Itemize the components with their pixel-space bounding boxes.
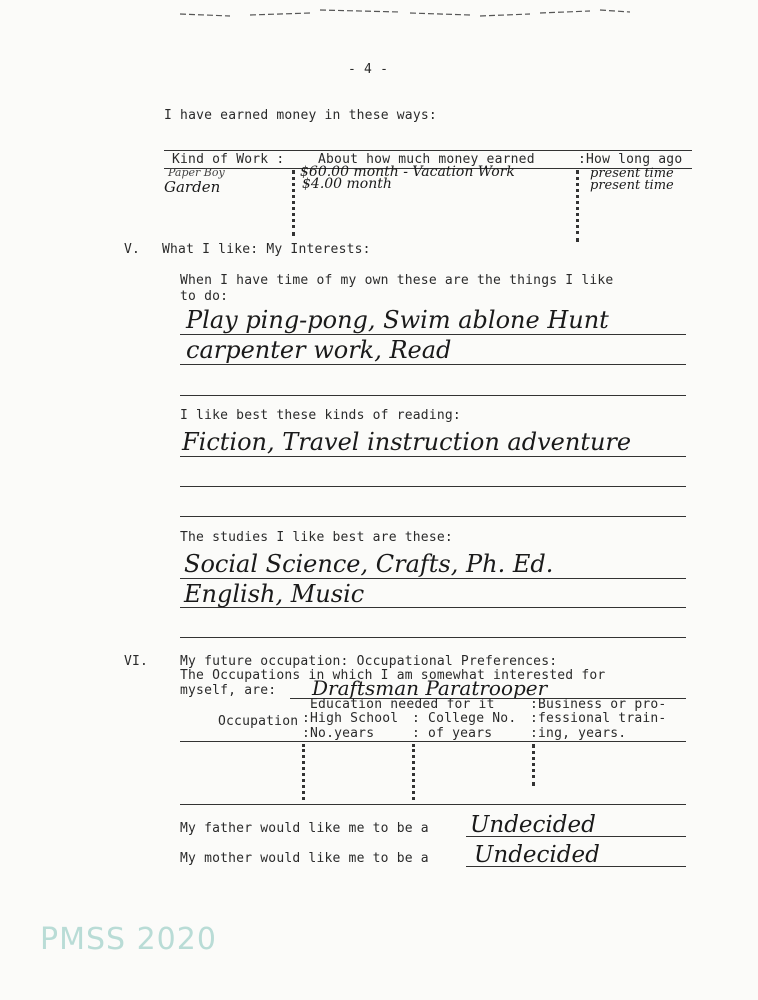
col-occupation: Occupation [218,714,299,729]
page-number: - 4 - [348,62,389,77]
studies-answer-line-2: English, Music [184,580,365,608]
earned-row-1-kind: Paper Boy [168,166,225,179]
mother-line [466,866,686,867]
studies-answer-line-1: Social Science, Crafts, Ph. Ed. [184,550,554,578]
col-high-school-1: :High School [302,711,399,726]
occupation-table-header-rule [180,741,686,742]
free-time-prompt-line-1: When I have time of my own these are the things I like [180,273,614,288]
section-vi-line-2: The Occupations in which I am somewhat interested for [180,668,606,683]
section-vi-numeral: VI. [124,654,149,669]
studies-prompt: The studies I like best are these: [180,530,453,545]
earned-row-1-amount: $60.00 month - Vacation Work [300,164,515,180]
occupation-table-bottom-rule [180,804,686,805]
reading-line-2 [180,486,686,487]
free-time-line-2 [180,364,686,365]
studies-line-3 [180,637,686,638]
col-college-2: : of years [412,726,493,741]
reading-line-1 [180,456,686,457]
studies-line-2 [180,607,686,608]
earned-col-divider-2 [576,170,579,242]
father-prompt: My father would like me to be a [180,821,429,836]
free-time-answer-line-1: Play ping-pong, Swim ablone Hunt [186,306,609,334]
father-line [466,836,686,837]
free-time-answer-line-2: carpenter work, Read [186,336,452,364]
earned-row-2-amount: $4.00 month [302,176,392,192]
section-v-numeral: V. [124,242,141,257]
occupations-answer: Draftsman Paratrooper [312,676,548,700]
col-business-3: :ing, years. [530,726,627,741]
col-education-needed: Education needed for it [310,697,495,712]
reading-line-3 [180,516,686,517]
earned-table-top-rule [164,150,692,151]
earned-row-1-howlong: present time [590,166,674,181]
reading-prompt: I like best these kinds of reading: [180,408,461,423]
earned-row-2-kind: Garden [164,178,221,196]
col-amount-earned: About how much money earned [318,152,535,167]
free-time-line-3 [180,395,686,396]
mother-prompt: My mother would like me to be a [180,851,429,866]
col-college-1: : College No. [412,711,517,726]
earned-col-divider-1 [292,170,295,236]
occupation-col-divider-2 [412,744,415,800]
col-kind-of-work: Kind of Work : [172,152,285,167]
free-time-prompt-line-2: to do: [180,289,229,304]
earned-heading: I have earned money in these ways: [164,108,437,123]
occupation-col-divider-3 [532,744,535,786]
occupation-col-divider-1 [302,744,305,800]
col-how-long-ago: :How long ago [578,152,683,167]
free-time-line-1 [180,334,686,335]
scan-edge-marks [170,4,640,22]
studies-line-1 [180,578,686,579]
col-high-school-2: :No.years [302,726,375,741]
col-business-1: :Business or pro- [530,697,667,712]
earned-row-2-howlong: present time [590,178,674,193]
father-answer: Undecided [470,812,596,838]
section-vi-line-3: myself, are: [180,683,277,698]
mother-answer: Undecided [474,842,600,868]
col-business-2: :fessional train- [530,711,667,726]
watermark: PMSS 2020 [40,922,217,957]
section-vi-title: My future occupation: Occupational Preferences: [180,654,558,669]
reading-answer: Fiction, Travel instruction adventure [182,428,632,456]
section-v-title: What I like: My Interests: [162,242,371,257]
